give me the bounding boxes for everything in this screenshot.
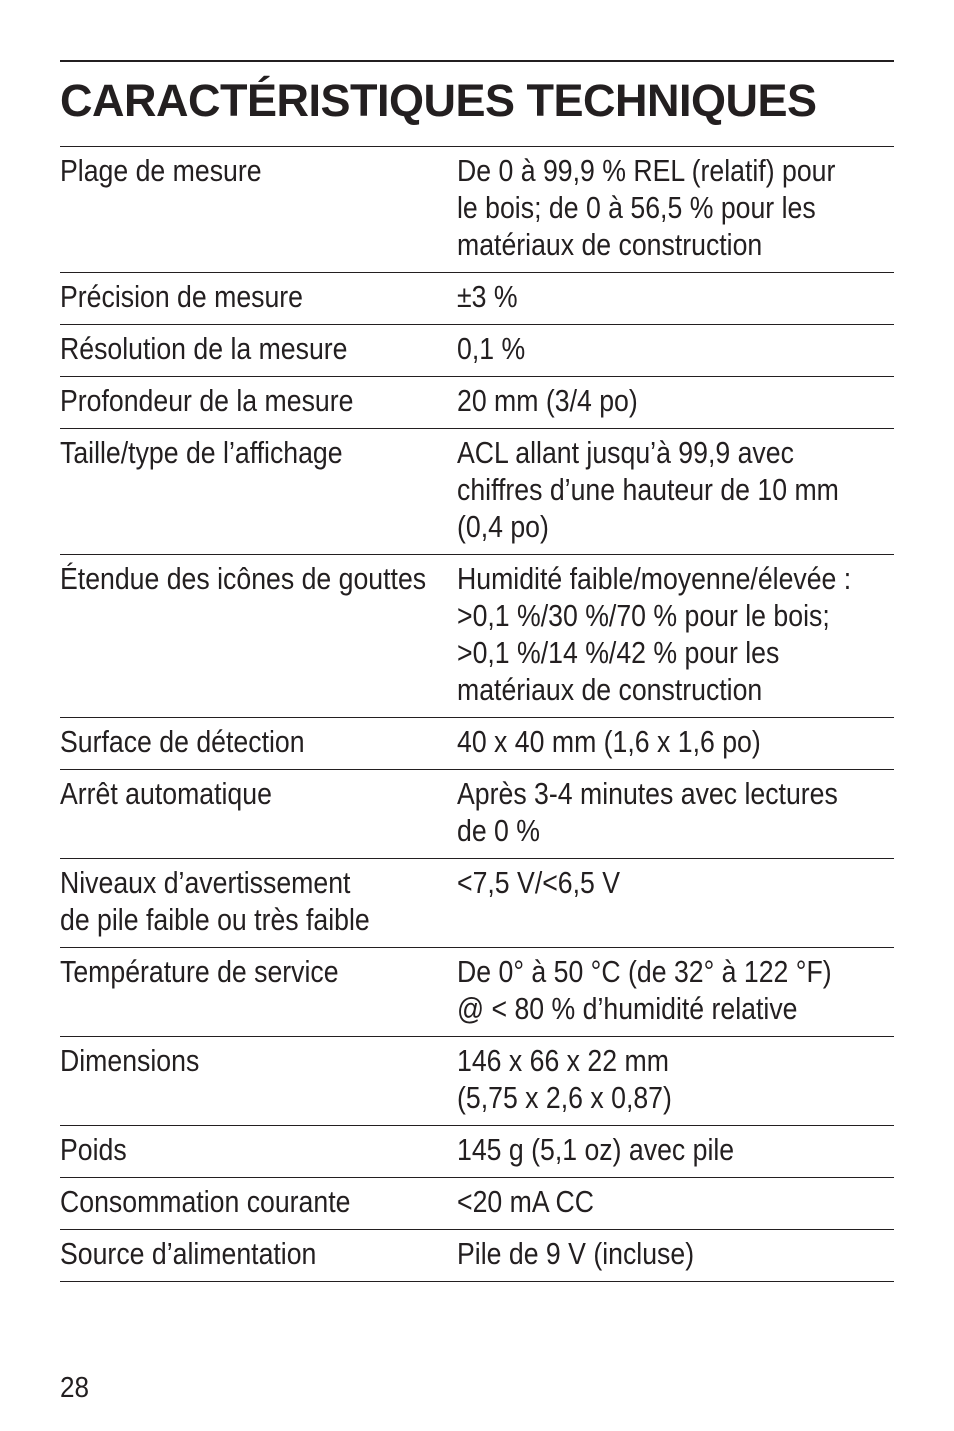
spec-value (457, 775, 857, 849)
spec-label-text: Poids (60, 1132, 127, 1167)
spec-label (60, 382, 401, 419)
spec-value-text: ACL allant jusqu’à 99,9 avec chiffres d’une hauteur de 10 mm (0,4 po) (457, 435, 839, 544)
spec-value-text: De 0° à 50 °C (de 32° à 122 °F) @ < 80 % d’humidité relative (457, 954, 832, 1026)
spec-value-text: Après 3-4 minutes avec lectures de 0 % (457, 776, 838, 848)
spec-value (457, 330, 857, 367)
spec-label-text: Arrêt automatique (60, 776, 272, 811)
spec-table (60, 146, 894, 1282)
spec-row (60, 1126, 894, 1178)
spec-value (457, 382, 857, 419)
spec-label (60, 560, 427, 708)
spec-label (60, 278, 401, 315)
spec-label-text: Dimensions (60, 1043, 200, 1078)
spec-label (60, 775, 401, 849)
spec-value-text: 0,1 % (457, 331, 526, 366)
spec-label-text: Plage de mesure (60, 153, 262, 188)
spec-row (60, 147, 894, 273)
spec-value (457, 1235, 857, 1272)
spec-label-text: Niveaux d’avertissement de pile faible ou très faible (60, 865, 370, 937)
spec-value-text: 40 x 40 mm (1,6 x 1,6 po) (457, 724, 761, 759)
spec-row (60, 555, 894, 718)
spec-value-text: De 0 à 99,9 % REL (relatif) pour le bois; de 0 à 56,5 % pour les matériaux de construction (457, 153, 836, 262)
top-rule (60, 60, 894, 62)
spec-value-text: <7,5 V/<6,5 V (457, 865, 621, 900)
page-title: CARACTÉRISTIQUES TECHNIQUES (60, 75, 817, 126)
spec-value-text: 20 mm (3/4 po) (457, 383, 638, 418)
spec-value (457, 864, 857, 938)
spec-value (457, 1131, 857, 1168)
spec-row (60, 1178, 894, 1230)
spec-row (60, 1037, 894, 1126)
spec-value (457, 1183, 857, 1220)
spec-label-text: Taille/type de l’affichage (60, 435, 343, 470)
spec-label-text: Surface de détection (60, 724, 305, 759)
spec-label-text: Consommation courante (60, 1184, 351, 1219)
spec-value-text: Humidité faible/moyenne/élevée : >0,1 %/30 %/70 % pour le bois; >0,1 %/14 %/42 % pour les matériaux de construction (457, 561, 852, 707)
spec-value (457, 1042, 857, 1116)
spec-row (60, 859, 894, 948)
spec-row (60, 429, 894, 555)
spec-page (60, 60, 894, 1282)
spec-value-text: 146 x 66 x 22 mm (5,75 x 2,6 x 0,87) (457, 1043, 672, 1115)
spec-value-text: ±3 % (457, 279, 518, 314)
spec-row (60, 325, 894, 377)
spec-value (457, 560, 857, 708)
spec-row (60, 948, 894, 1037)
spec-label (60, 1131, 401, 1168)
spec-value-text: Pile de 9 V (incluse) (457, 1236, 695, 1271)
spec-label (60, 953, 401, 1027)
spec-value (457, 152, 857, 263)
spec-value (457, 278, 857, 315)
spec-label (60, 1183, 401, 1220)
spec-label (60, 1235, 401, 1272)
spec-value-text: <20 mA CC (457, 1184, 595, 1219)
spec-value (457, 434, 857, 545)
spec-label-text: Température de service (60, 954, 339, 989)
spec-value-text: 145 g (5,1 oz) avec pile (457, 1132, 735, 1167)
page-number: 28 (60, 1372, 90, 1404)
spec-row (60, 770, 894, 859)
spec-label (60, 1042, 401, 1116)
spec-row (60, 273, 894, 325)
spec-row (60, 1230, 894, 1282)
spec-row (60, 377, 894, 429)
spec-label-text: Étendue des icônes de gouttes (60, 561, 427, 596)
spec-label-text: Profondeur de la mesure (60, 383, 354, 418)
spec-label-text: Résolution de la mesure (60, 331, 348, 366)
spec-value (457, 723, 857, 760)
spec-label (60, 723, 401, 760)
spec-label (60, 434, 401, 545)
spec-row (60, 718, 894, 770)
spec-label-text: Précision de mesure (60, 279, 304, 314)
spec-value (457, 953, 857, 1027)
spec-label-text: Source d’alimentation (60, 1236, 317, 1271)
spec-label (60, 330, 401, 367)
spec-label (60, 864, 401, 938)
spec-label (60, 152, 401, 263)
